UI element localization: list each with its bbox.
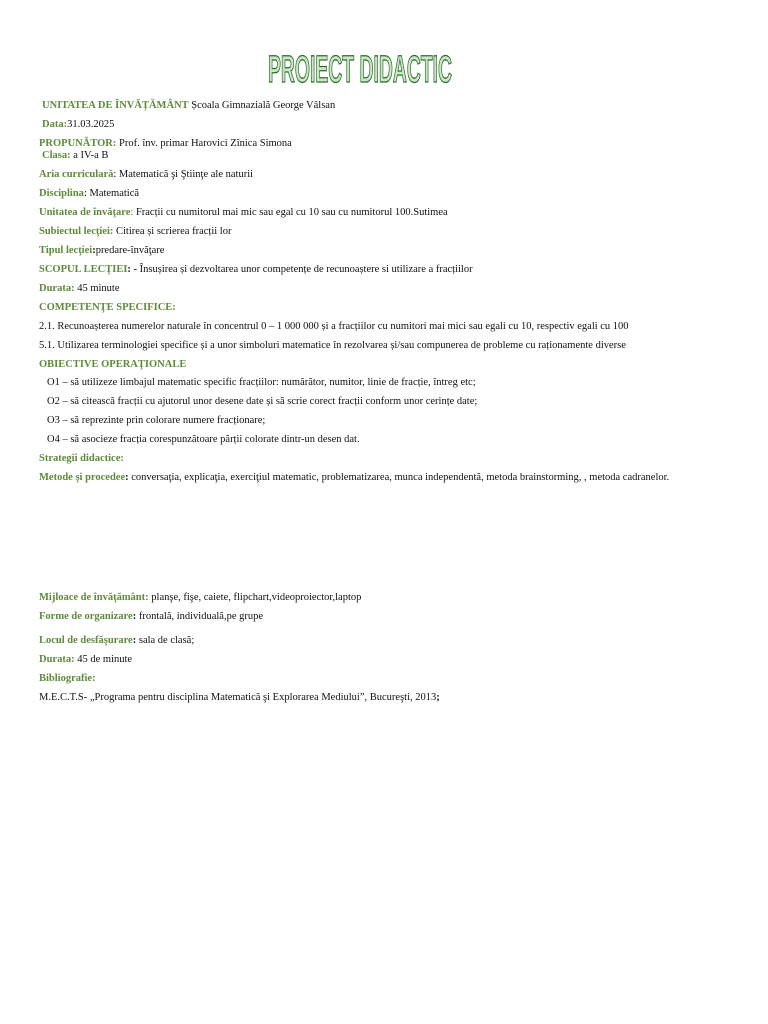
forme-sep: :: [132, 611, 139, 622]
field-data: [42, 118, 114, 132]
competenta-item: [39, 339, 626, 353]
obiectiv-text: O4 – să asocieze fracția corespunzătoare părții colorate dintr-un desen dat.: [47, 434, 360, 445]
bibliografie-end: ;: [436, 692, 440, 703]
metode-value: conversaţia, explicaţia, exerciţiul matematic, problematizarea, munca independentă, metoda brainstorming, , metoda cadranelor.: [131, 472, 670, 483]
obiectiv-item: [47, 395, 477, 409]
scopul-value: Însușirea și dezvoltarea unor competențe de recunoaștere si utilizare a fracțiilor: [139, 264, 473, 275]
durata2-label: Durata:: [39, 654, 75, 665]
propunator-label: PROPUNĂTOR:: [39, 138, 117, 149]
aria-sep: :: [113, 169, 117, 180]
field-unitatea: [42, 99, 335, 113]
field-mijloace: [39, 591, 361, 605]
obiectiv-item: [47, 414, 265, 428]
disciplina-label: Disciplina: [39, 188, 84, 199]
unitatea-invatare-value: Fracții cu numitorul mai mic sau egal cu 10 sau cu numitorul 100.Sutimea: [135, 207, 448, 218]
obiectiv-item: [47, 376, 476, 390]
data-label: Data:: [42, 119, 68, 130]
field-locul: [39, 634, 194, 648]
clasa-label: Clasa:: [42, 150, 71, 161]
field-aria: [39, 168, 253, 182]
obiective-heading: [39, 358, 186, 372]
unitatea-label: UNITATEA DE ÎNVĂȚĂMÂNT: [42, 100, 189, 111]
subiectul-value: Citirea și scrierea fracții lor: [116, 226, 232, 237]
clasa-value: a IV-a B: [73, 150, 109, 161]
field-disciplina: [39, 187, 139, 201]
strategii-label: Strategii didactice:: [39, 453, 124, 464]
field-forme: [39, 610, 263, 624]
propunator-value: Prof. înv. primar Harovici Zînica Simona: [119, 138, 292, 149]
competenta-item: [39, 320, 629, 334]
forme-value: frontală, individuală,pe grupe: [138, 611, 264, 622]
subiectul-label: Subiectul lecţiei:: [39, 226, 114, 237]
field-unitatea-invatare: [39, 206, 448, 220]
obiectiv-text: O3 – să reprezinte prin colorare numere fracționare;: [47, 415, 266, 426]
field-tipul: [39, 244, 164, 258]
obiective-label: OBIECTIVE OPERAŢIONALE: [39, 359, 187, 370]
competente-heading: [39, 301, 176, 315]
competenta-text: 2.1. Recunoașterea numerelor naturale în concentrul 0 – 1 000 000 și a fracțiilor cu numitori mai mici sau egali cu 10, respectiv egali cu 100: [39, 321, 629, 332]
competente-label: COMPETENŢE SPECIFICE:: [39, 302, 176, 313]
field-subiectul: [39, 225, 231, 239]
aria-label: Aria curriculară: [39, 169, 114, 180]
disciplina-value: Matematică: [89, 188, 140, 199]
aria-value: Matematică şi Ştiinţe ale naturii: [118, 169, 254, 180]
title-wordart: [262, 34, 458, 92]
strategii-heading: [39, 452, 124, 466]
durata-label: Durata:: [39, 283, 75, 294]
field-metode: [39, 471, 669, 485]
forme-label: Forme de organizare: [39, 611, 133, 622]
competenta-text: 5.1. Utilizarea terminologiei specifice și a unor simboluri matematice în rezolvarea și/sau compunerea de probleme cu raționamente diverse: [39, 340, 626, 351]
scopul-label: SCOPUL LECŢIEI: [39, 264, 128, 275]
metode-label: Metode şi procedee: [39, 472, 126, 483]
obiectiv-text: O1 – să utilizeze limbajul matematic specific fracțiilor: numărător, numitor, linie de fracție, întreg etc;: [47, 377, 476, 388]
durata2-value: 45 de minute: [77, 654, 133, 665]
mijloace-label: Mijloace de învăţământ:: [39, 592, 149, 603]
durata-value: 45 minute: [77, 283, 120, 294]
field-durata: [39, 282, 120, 296]
locul-value: sala de clasă;: [138, 635, 195, 646]
field-clasa: [42, 149, 108, 163]
tipul-value: predare-învăţare: [95, 245, 165, 256]
unitatea-invatare-sep: :: [130, 207, 134, 218]
metode-sep: :: [125, 472, 132, 483]
document-title: [262, 34, 458, 92]
locul-label: Locul de desfăşurare: [39, 635, 133, 646]
tipul-label: Tipul lecţiei: [39, 245, 93, 256]
data-value: 31.03.2025: [67, 119, 115, 130]
title-text: PROIECT DIDACTIC: [268, 49, 452, 91]
obiectiv-text: O2 – să citească fracții cu ajutorul unor desene date și să scrie corect fracții conform unor cerințe date;: [47, 396, 478, 407]
tipul-sep: :: [92, 245, 96, 256]
unitatea-value: Școala Gimnazială George Vâlsan: [191, 100, 336, 111]
disciplina-sep: :: [83, 188, 87, 199]
obiectiv-item: [47, 433, 360, 447]
unitatea-invatare-label: Unitatea de învăţare: [39, 207, 131, 218]
locul-sep: :: [132, 635, 139, 646]
bibliografie-heading: [39, 672, 96, 686]
bibliografie-label: Bibliografie:: [39, 673, 96, 684]
scopul-sep: : -: [127, 264, 140, 275]
mijloace-value: planşe, fişe, caiete, flipchart,videoproiector,laptop: [151, 592, 362, 603]
bibliografie-item: [39, 691, 440, 705]
field-scopul: [39, 263, 473, 277]
field-durata-2: [39, 653, 132, 667]
bibliografie-text: M.E.C.T.S- „Programa pentru disciplina Matematică şi Explorarea Mediului”, Bucureşti, 2013: [39, 692, 437, 703]
